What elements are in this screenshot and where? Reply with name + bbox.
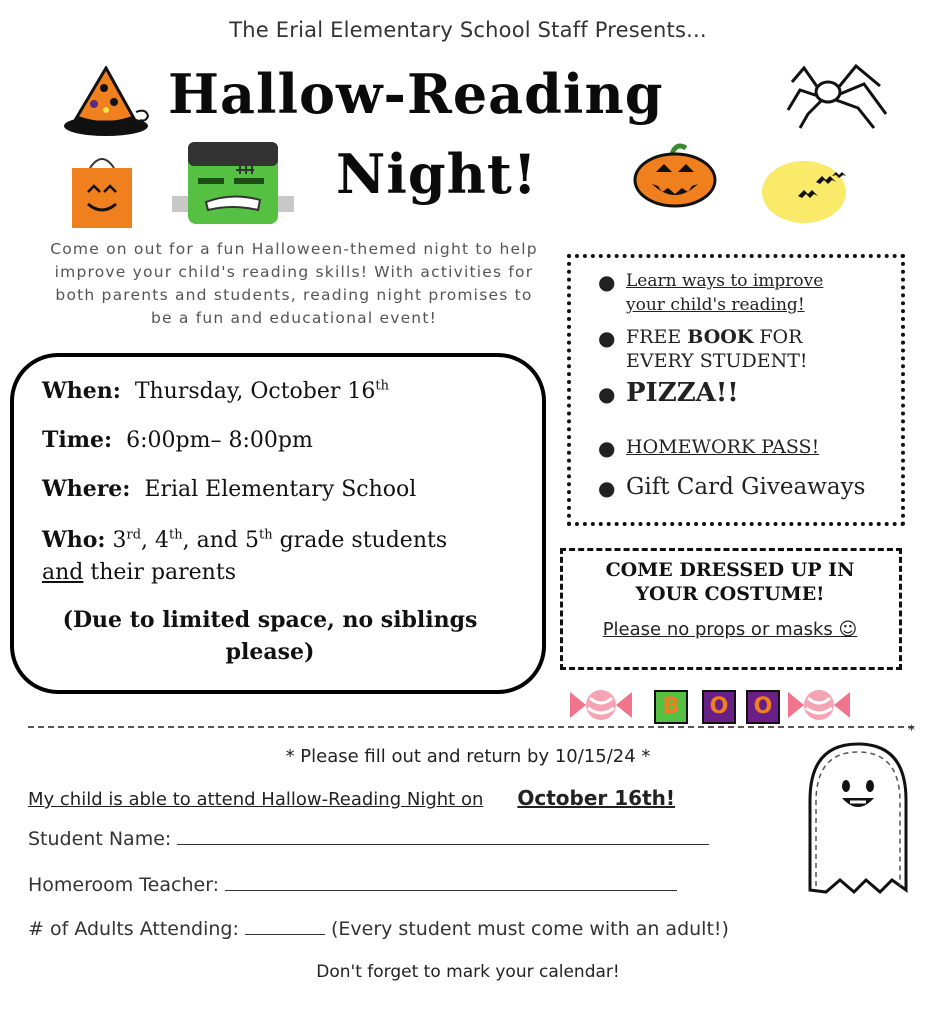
perk-learn — [598, 270, 888, 320]
moon-with-bats-icon — [762, 160, 852, 224]
candy-right-icon — [786, 688, 852, 722]
time-value: 6:00pm– 8:00pm — [126, 428, 313, 453]
boo-letter-b: B — [654, 690, 688, 724]
perk-book-line1 — [626, 326, 802, 348]
pumpkin-bag-icon — [68, 150, 136, 230]
when-row — [42, 378, 389, 404]
where-label: Where: — [42, 476, 131, 502]
bullet-icon: ● — [598, 382, 616, 406]
perk-book-line2: EVERY STUDENT! — [626, 350, 808, 372]
perk-learn-line1: Learn ways to improve — [626, 271, 824, 291]
who-grade-text: grade students — [272, 528, 448, 553]
where-row — [42, 476, 416, 502]
who-label: Who: — [42, 527, 106, 553]
perk-pizza-text: PIZZA!! — [626, 378, 739, 408]
time-row — [42, 427, 313, 453]
bullet-icon: ● — [598, 270, 616, 294]
attend-text: My child is able to attend Hallow-Reading Night on — [28, 789, 484, 810]
boo-letter-o1: O — [702, 690, 736, 724]
perk-homework — [598, 436, 888, 464]
jack-o-lantern-icon — [632, 142, 718, 208]
who-grade-5-suffix: th — [259, 527, 273, 543]
adults-attending-field[interactable] — [245, 920, 325, 935]
who-grade-3: 3 — [112, 528, 127, 553]
perk-book-book: BOOK — [687, 326, 754, 348]
student-name-row — [28, 828, 709, 850]
perk-gift-card-text: Gift Card Giveaways — [626, 474, 866, 500]
ghost-icon — [800, 740, 916, 898]
attend-statement — [28, 786, 683, 810]
who-grade-3-suffix: rd — [126, 527, 142, 543]
costume-title-line2: YOUR COSTUME! — [635, 583, 825, 605]
perk-book-for: FOR — [753, 326, 803, 348]
title-line-2: Night! — [336, 142, 538, 206]
return-instructions: * Please fill out and return by 10/15/24 * — [285, 746, 651, 767]
who-grade-4: , 4 — [141, 528, 170, 553]
calendar-reminder: Don't forget to mark your calendar! — [316, 962, 620, 982]
bullet-icon: ● — [598, 436, 616, 460]
where-value: Erial Elementary School — [144, 477, 417, 502]
who-and: and — [42, 560, 84, 585]
adults-note: (Every student must come with an adult!) — [330, 918, 729, 940]
homeroom-teacher-field[interactable] — [225, 876, 677, 891]
who-parents: their parents — [83, 560, 236, 585]
witch-hat-icon — [62, 66, 154, 140]
spider-icon — [782, 62, 892, 134]
homeroom-teacher-row — [28, 874, 677, 896]
cut-line — [28, 726, 914, 728]
perk-pizza — [598, 378, 888, 410]
perk-gift-card — [598, 474, 888, 504]
bullet-icon: ● — [598, 326, 616, 350]
costume-note: Please no props or masks ☺ — [602, 619, 858, 640]
perk-learn-line2: your child's reading! — [626, 295, 805, 315]
who-row — [42, 524, 447, 589]
homeroom-teacher-label: Homeroom Teacher: — [28, 874, 220, 896]
presents-heading: The Erial Elementary School Staff Presents... — [229, 18, 707, 42]
costume-title-line1: COME DRESSED UP IN — [605, 559, 855, 581]
time-label: Time: — [42, 427, 113, 453]
adults-attending-row — [28, 918, 729, 940]
student-name-label: Student Name: — [28, 828, 172, 850]
candy-left-icon — [568, 688, 634, 722]
frankenstein-icon — [172, 140, 294, 226]
bullet-icon: ● — [598, 476, 616, 500]
when-value: Thursday, October 16 — [134, 379, 376, 404]
perk-free-book — [598, 326, 888, 376]
who-grade-5: , and 5 — [182, 528, 259, 553]
when-suffix: th — [375, 378, 389, 394]
siblings-note: (Due to limited space, no siblings please) — [62, 607, 478, 665]
cut-line-star: * — [908, 723, 915, 739]
costume-title — [562, 558, 898, 606]
perk-book-free: FREE — [626, 326, 688, 348]
when-label: When: — [42, 378, 121, 404]
who-grade-4-suffix: th — [169, 527, 183, 543]
title-line-1: Hallow-Reading — [168, 62, 664, 126]
attend-date: October 16th! — [517, 786, 675, 810]
boo-letter-o2: O — [746, 690, 780, 724]
intro-paragraph: Come on out for a fun Halloween-themed night to help improve your child's reading skills! With activities for both parents and students, reading night promises to be a fun and educational event! — [50, 240, 538, 327]
student-name-field[interactable] — [177, 830, 709, 845]
perk-homework-text: HOMEWORK PASS! — [626, 436, 820, 458]
adults-attending-label: # of Adults Attending: — [28, 918, 239, 940]
